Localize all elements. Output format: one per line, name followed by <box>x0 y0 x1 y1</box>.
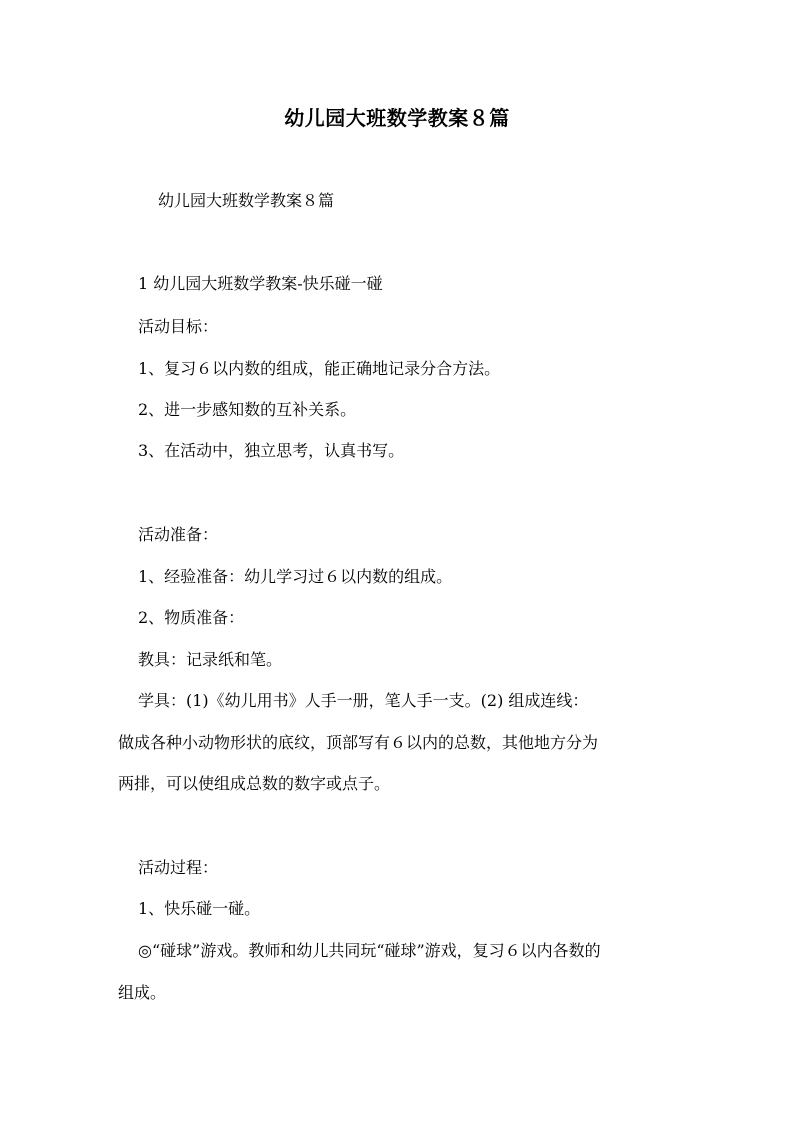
prep-item: 1、经验准备：幼儿学习过６以内数的组成。 <box>138 567 453 586</box>
goals-label: 活动目标： <box>138 317 219 336</box>
goal-item: 2、进一步感知数的互补关系。 <box>138 400 357 419</box>
learning-tools-line: 学具：(1)《幼儿用书》人手一册，笔人手一支。(2) 组成连线： <box>138 691 589 710</box>
learning-tools-line: 做成各种小动物形状的底纹，顶部写有６以内的总数，其他地方分为 <box>118 733 599 752</box>
goal-item: 3、在活动中，独立思考，认真书写。 <box>138 441 405 460</box>
teaching-tools: 教具：记录纸和笔。 <box>138 650 283 669</box>
process-game-line: 组成。 <box>118 983 167 1002</box>
prep-item: 2、物质准备： <box>138 608 245 627</box>
goal-item: 1、复习６以内数的组成，能正确地记录分合方法。 <box>138 359 501 378</box>
process-game-line: ◎“碰球”游戏。教师和幼儿共同玩“碰球”游戏，复习６以内各数的 <box>138 941 601 960</box>
document-title: 幼儿园大班数学教案８篇 <box>284 106 510 130</box>
process-item: 1、快乐碰一碰。 <box>138 899 261 918</box>
process-label: 活动过程： <box>138 858 219 877</box>
prep-label: 活动准备： <box>138 525 219 544</box>
document-subtitle: 幼儿园大班数学教案８篇 <box>158 191 335 210</box>
learning-tools-line: 两排，可以使组成总数的数字或点子。 <box>118 774 391 793</box>
section-heading: 1 幼儿园大班数学教案-快乐碰一碰 <box>138 274 383 293</box>
